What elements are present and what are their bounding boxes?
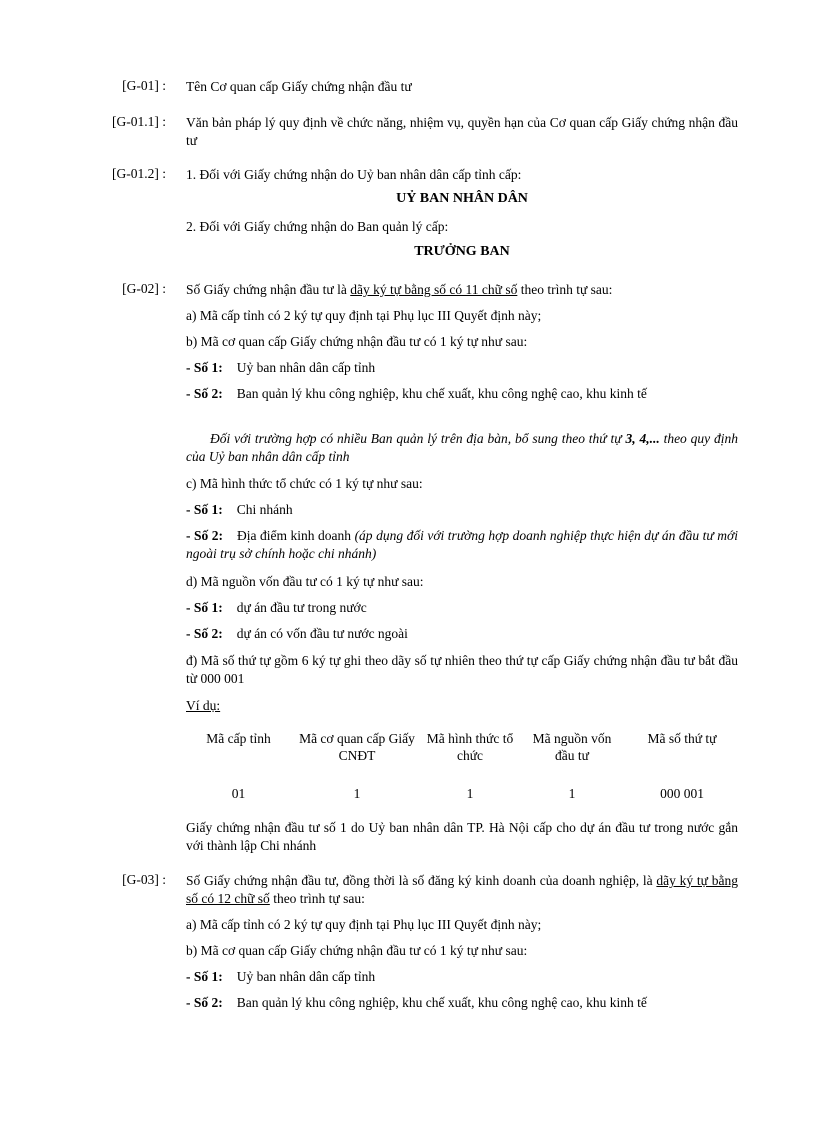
g02-item-d: d) Mã nguồn vốn đầu tư có 1 ký tự như sau:: [186, 574, 424, 589]
g02-d2-label: - Số 2:: [186, 626, 223, 641]
g02-item-b: b) Mã cơ quan cấp Giấy chứng nhận đầu tư có 1 ký tự như sau:: [186, 334, 528, 349]
table-cell: 01: [231, 786, 246, 801]
table-cell: 1: [568, 786, 576, 801]
g012-heading1: UỶ BAN NHÂN DÂN: [396, 191, 528, 206]
g02-c1-text: Chi nhánh: [236, 502, 293, 517]
g02-example-text: Giấy chứng nhận đầu tư số 1 do Uỷ ban nhân dân TP. Hà Nội cấp cho dự án đầu tư trong nước gắn với thành lập Chi nhánh: [186, 820, 738, 853]
g02-b2-text: Ban quản lý khu công nghiệp, khu chế xuất, khu công nghệ cao, khu kinh tế: [236, 386, 647, 401]
table-header: Mã số thứ tự: [647, 731, 717, 746]
g02-item-d2: [186, 625, 738, 643]
g02-item-a: a) Mã cấp tỉnh có 2 ký tự quy định tại Phụ lục III Quyết định này;: [186, 308, 542, 323]
g02-intro: [186, 281, 738, 299]
g02-d1-text: dự án đầu tư trong nước: [236, 600, 367, 615]
g02-item-c2: [186, 527, 738, 563]
g02-c2-label: - Số 2:: [186, 528, 224, 543]
g02-d2-text: dự án có vốn đầu tư nước ngoài: [236, 626, 408, 641]
g03-b1-text: Uỷ ban nhân dân cấp tỉnh: [236, 969, 376, 984]
section-code-g02: [G-02] :: [122, 281, 166, 296]
g02-note-part2: theo quy định của Uỷ ban nhân dân cấp tỉnh: [186, 431, 739, 464]
g02-item-b1: [186, 359, 738, 377]
g012-line2: 2. Đối với Giấy chứng nhận do Ban quản lý cấp:: [186, 219, 449, 234]
g02-note-part1: Đối với trường hợp có nhiều Ban quản lý trên địa bàn, bổ sung theo thứ tự: [210, 431, 626, 446]
g02-c1-label: - Số 1:: [186, 502, 223, 517]
g02-c2-text: Địa điểm kinh doanh: [237, 528, 355, 543]
table-header: Mã nguồn vốn đầu tư: [532, 731, 612, 763]
g03-item-a: a) Mã cấp tỉnh có 2 ký tự quy định tại Phụ lục III Quyết định này;: [186, 917, 542, 932]
g02-note-numbers: 3, 4,...: [625, 431, 660, 446]
g02-example-label: Ví dụ:: [186, 698, 221, 713]
g012-line1: 1. Đối với Giấy chứng nhận do Uỷ ban nhân dân cấp tỉnh cấp:: [186, 167, 522, 182]
g02-item-d1: [186, 599, 738, 617]
g02-intro-post: theo trình tự sau:: [517, 282, 613, 297]
g02-note: [186, 430, 738, 466]
table-cell: 1: [353, 786, 361, 801]
g02-b1-label: - Số 1:: [186, 360, 223, 375]
table-header: Mã hình thức tổ chức: [426, 731, 514, 763]
g03-intro-pre: Số Giấy chứng nhận đầu tư, đồng thời là số đăng ký kinh doanh của doanh nghiệp, là: [186, 873, 657, 888]
section-code-g012: [G-01.2] :: [112, 166, 166, 181]
g02-item-dd: đ) Mã số thứ tự gồm 6 ký tự ghi theo dãy số tự nhiên theo thứ tự cấp Giấy chứng nhận đầu tư bắt đầu từ 000 001: [186, 653, 738, 686]
section-code-g011: [G-01.1] :: [112, 114, 166, 129]
g03-item-b: b) Mã cơ quan cấp Giấy chứng nhận đầu tư có 1 ký tự như sau:: [186, 943, 528, 958]
table-cell: 000 001: [660, 786, 704, 801]
g03-intro: [186, 872, 738, 908]
g02-d1-label: - Số 1:: [186, 600, 223, 615]
g012-heading2: TRƯỞNG BAN: [414, 244, 510, 259]
table-cell: 1: [466, 786, 474, 801]
g02-b2-label: - Số 2:: [186, 386, 223, 401]
g02-b1-text: Uỷ ban nhân dân cấp tỉnh: [236, 360, 376, 375]
g03-intro-underlined: dãy ký tự bằng số có 12 chữ số: [186, 873, 738, 906]
section-code-g03: [G-03] :: [122, 872, 166, 887]
table-header: Mã cơ quan cấp Giấy CNĐT: [299, 731, 415, 763]
g03-b2-label: - Số 2:: [186, 995, 223, 1010]
g02-item-c: c) Mã hình thức tổ chức có 1 ký tự như sau:: [186, 476, 423, 491]
section-text-g01: Tên Cơ quan cấp Giấy chứng nhận đầu tư: [186, 79, 412, 94]
g02-c2-italic: (áp dụng đối với trường hợp doanh nghiệp thực hiện dự án đầu tư mới ngoài trụ sở chính hoặc chi nhánh): [186, 528, 738, 561]
g03-item-b2: [186, 994, 738, 1012]
g03-item-b1: [186, 968, 738, 986]
table-header: Mã cấp tỉnh: [206, 731, 271, 746]
g02-item-c1: [186, 501, 738, 519]
g02-intro-pre: Số Giấy chứng nhận đầu tư là: [186, 282, 351, 297]
g03-intro-post: theo trình tự sau:: [269, 891, 365, 906]
section-code-g01: [G-01] :: [122, 78, 166, 93]
section-text-g011: Văn bản pháp lý quy định về chức năng, nhiệm vụ, quyền hạn của Cơ quan cấp Giấy chứng nhận đầu tư: [186, 115, 738, 148]
g03-b2-text: Ban quản lý khu công nghiệp, khu chế xuất, khu công nghệ cao, khu kinh tế: [236, 995, 647, 1010]
g02-item-b2: [186, 385, 738, 403]
g02-intro-underlined: dãy ký tự bằng số có 11 chữ số: [350, 282, 518, 297]
g03-b1-label: - Số 1:: [186, 969, 223, 984]
